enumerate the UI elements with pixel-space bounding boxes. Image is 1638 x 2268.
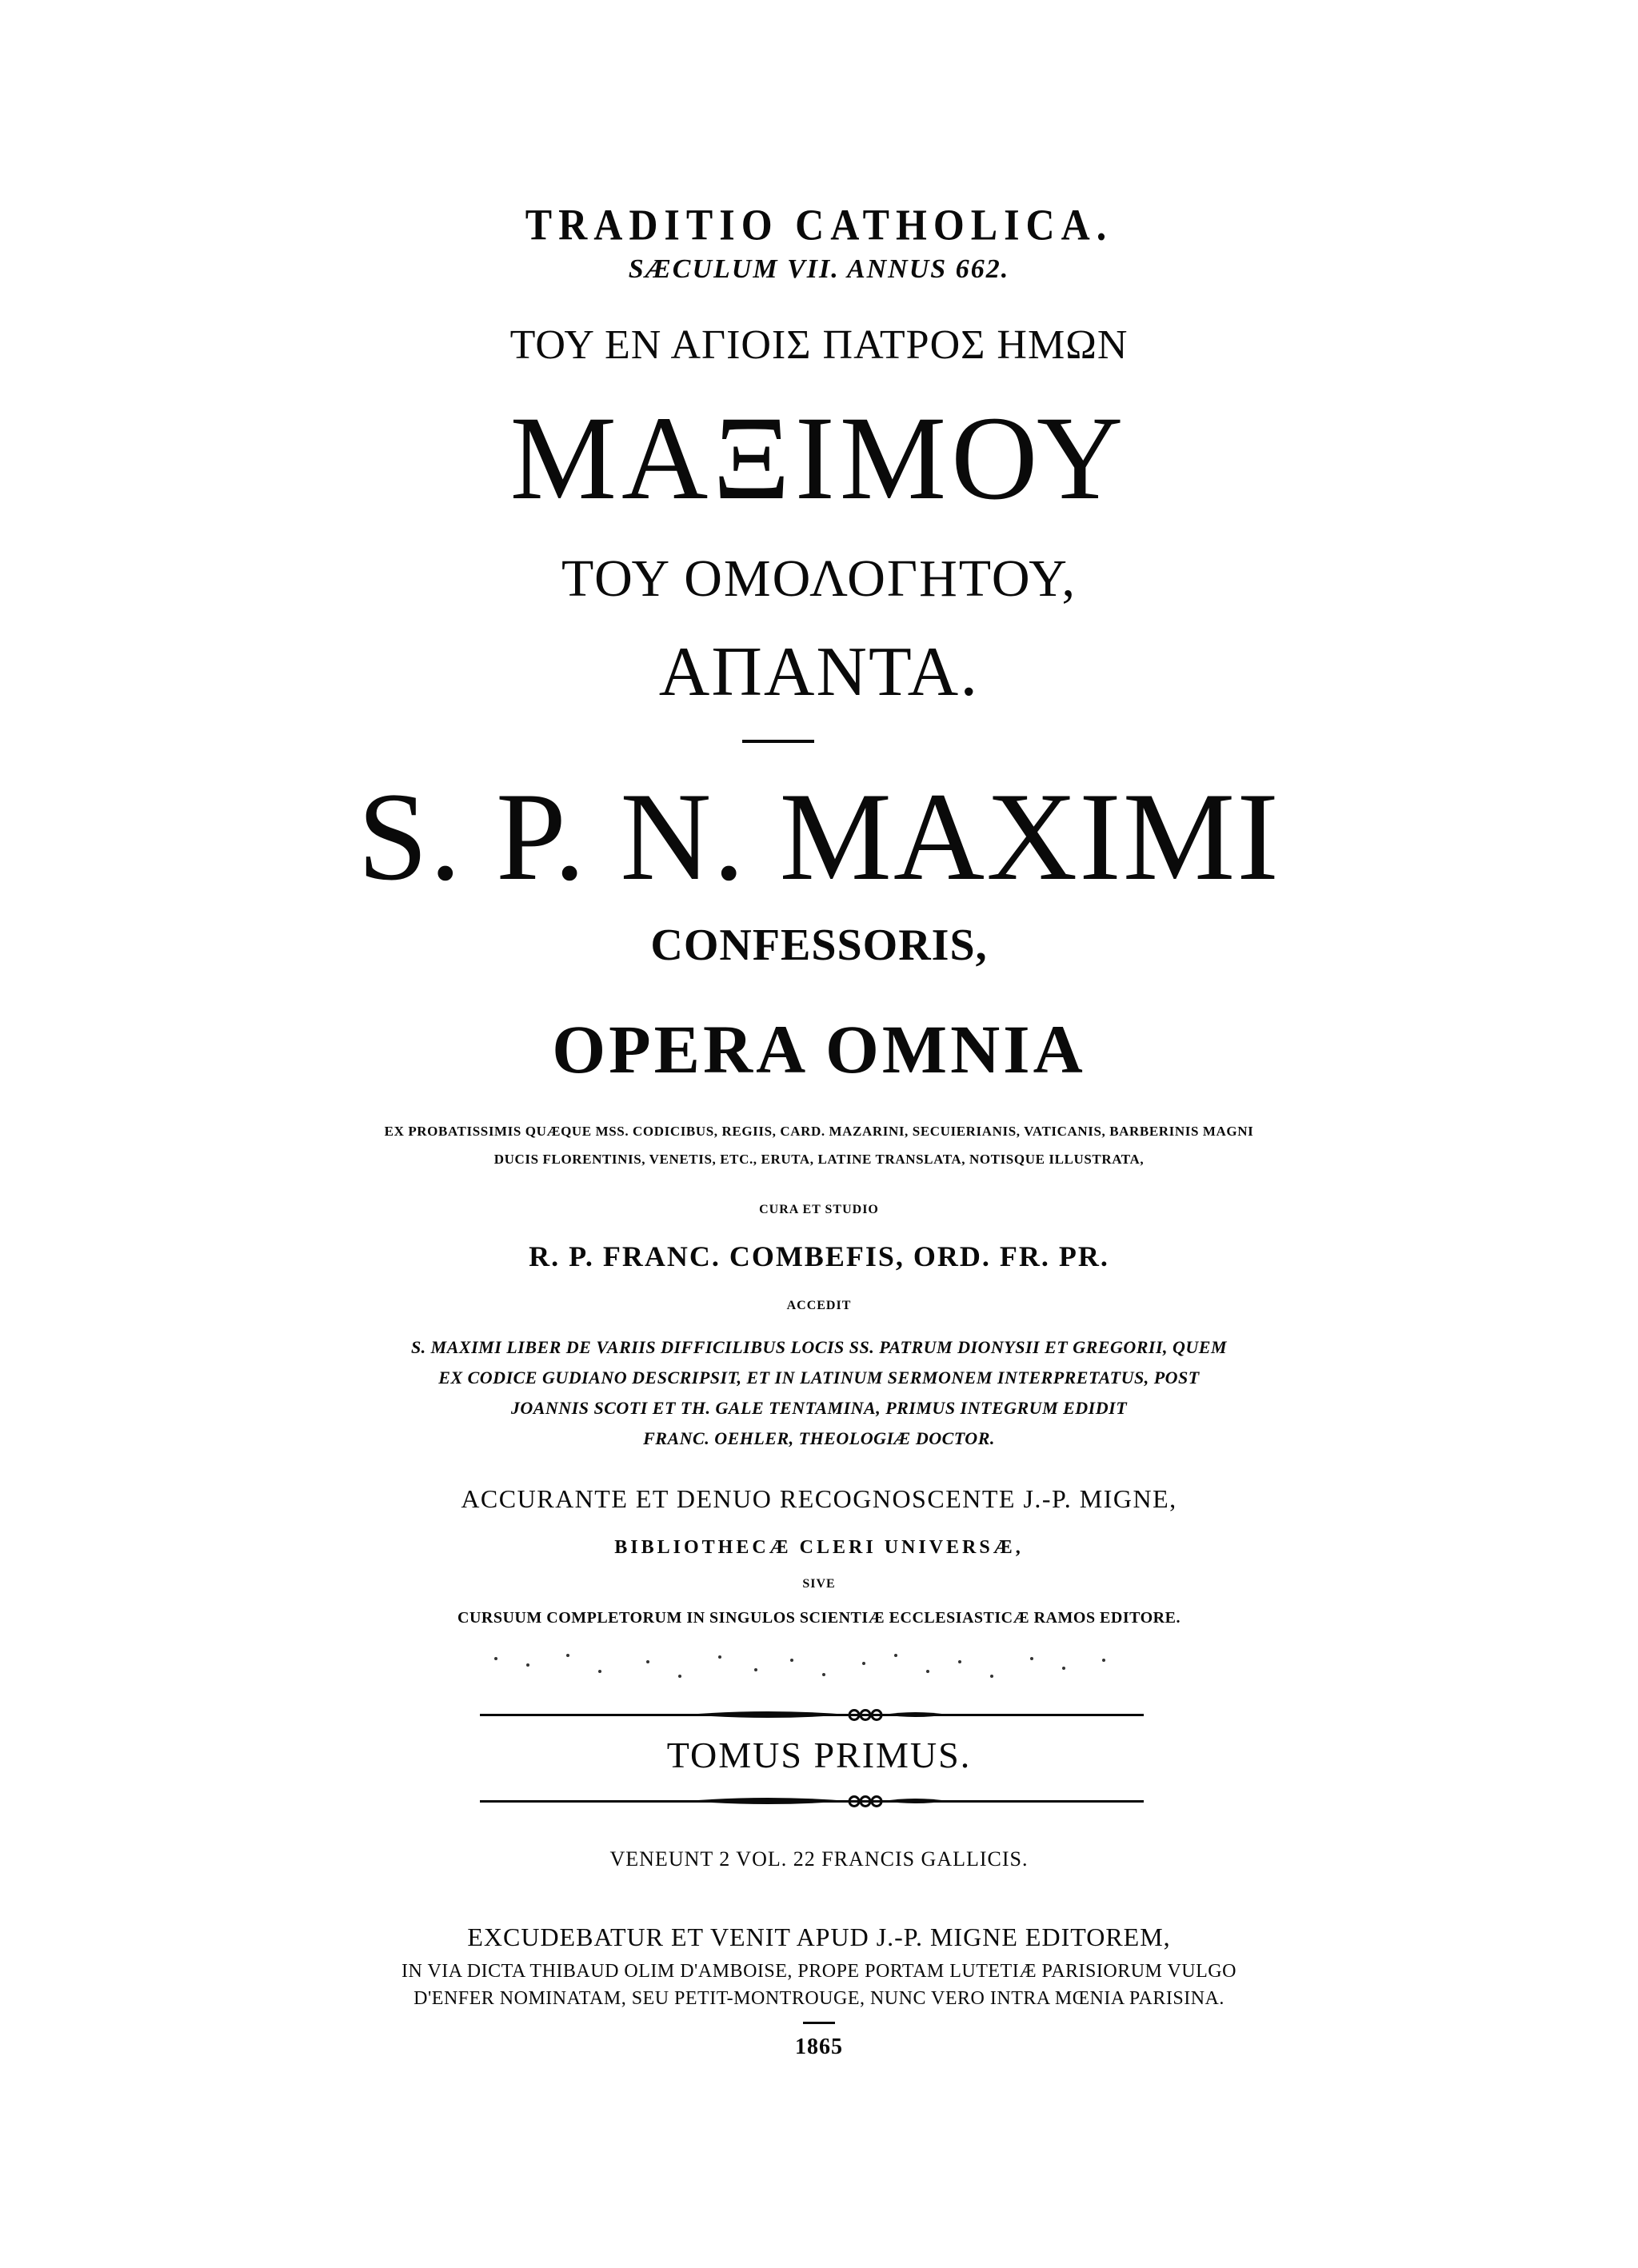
ornamental-rule-top — [480, 1703, 1144, 1727]
imprint-line-1: EXCUDEBATUR ET VENIT APUD J.-P. MIGNE EDITOREM, — [467, 1923, 1171, 1951]
sources-line-1: EX PROBATISSIMIS QUÆQUE MSS. CODICIBUS, REGIIS, CARD. MAZARINI, SECUIERIANIS, VATICANIS, BARBERINIS MAGNI — [384, 1124, 1254, 1139]
cura-et-studio: CURA ET STUDIO — [759, 1203, 879, 1216]
accedit: ACCEDIT — [786, 1299, 852, 1312]
year-divider — [803, 2022, 835, 2024]
latin-epithet: CONFESSORIS, — [650, 920, 988, 970]
addendum-line-1: S. MAXIMI LIBER DE VARIIS DIFFICILIBUS LOCIS SS. PATRUM DIONYSII ET GREGORII, QUEM — [410, 1337, 1228, 1357]
editor-name: R. P. FRANC. COMBEFIS, ORD. FR. PR. — [529, 1240, 1109, 1272]
print-specks — [480, 1647, 1136, 1687]
latin-author-name: S. P. N. MAXIMI — [358, 767, 1280, 907]
price-line: VENEUNT 2 VOL. 22 FRANCIS GALLICIS. — [609, 1847, 1029, 1871]
accurante-line: ACCURANTE ET DENUO RECOGNOSCENTE J.-P. MIGNE, — [461, 1484, 1177, 1513]
publication-year: 1865 — [795, 2034, 843, 2059]
short-divider — [742, 740, 814, 743]
cursus-line: CURSUUM COMPLETORUM IN SINGULOS SCIENTIÆ ECCLESIASTICÆ RAMOS EDITORE. — [457, 1609, 1181, 1627]
latin-works-title: OPERA OMNIA — [552, 1011, 1086, 1088]
sources-line-2: DUCIS FLORENTINIS, VENETIS, ETC., ERUTA, LATINE TRANSLATA, NOTISQUE ILLUSTRATA, — [493, 1152, 1145, 1167]
sive: SIVE — [802, 1577, 836, 1591]
addendum-line-4: FRANC. OEHLER, THEOLOGIÆ DOCTOR. — [643, 1428, 995, 1448]
bibliotheca-line: BIBLIOTHECÆ CLERI UNIVERSÆ, — [614, 1537, 1024, 1558]
addendum-line-3: JOANNIS SCOTI ET TH. GALE TENTAMINA, PRIMUS INTEGRUM EDIDIT — [510, 1398, 1128, 1418]
ornamental-rule-bottom — [480, 1790, 1144, 1814]
greek-works-title: ΑΠΑΝΤΑ. — [658, 633, 980, 711]
imprint-line-3: D'ENFER NOMINATAM, SEU PETIT-MONTROUGE, NUNC VERO INTRA MŒNIA PARISINA. — [413, 1988, 1225, 2009]
century-date: SÆCULUM VII. ANNUS 662. — [628, 254, 1010, 284]
volume-title: TOMUS PRIMUS. — [666, 1735, 972, 1775]
greek-author-name: ΜΑΞΙΜΟΥ — [509, 392, 1129, 525]
series-title: TRADITIO CATHOLICA. — [525, 200, 1113, 250]
greek-intro: ΤΟΥ ΕΝ ΑΓΙΟΙΣ ΠΑΤΡΟΣ ΗΜΩΝ — [509, 322, 1129, 368]
greek-epithet: ΤΟΥ ΟΜΟΛΟΓΗΤΟΥ, — [561, 549, 1077, 608]
imprint-line-2: IN VIA DICTA THIBAUD OLIM D'AMBOISE, PROPE PORTAM LUTETIÆ PARISIORUM VULGO — [402, 1961, 1236, 1982]
addendum-line-2: EX CODICE GUDIANO DESCRIPSIT, ET IN LATINUM SERMONEM INTERPRETATUS, POST — [438, 1368, 1200, 1388]
